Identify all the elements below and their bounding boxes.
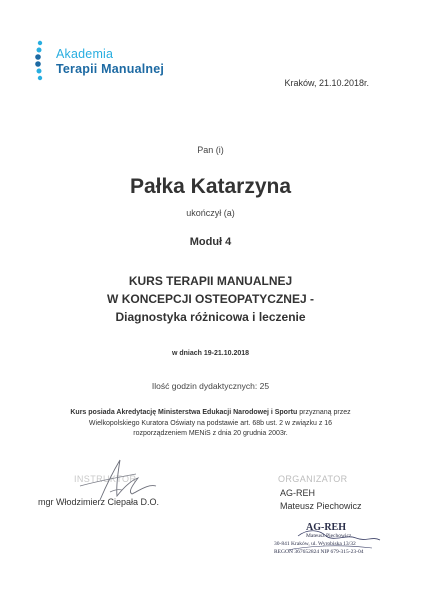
organizer-person: Mateusz Piechowicz [280,501,362,511]
place-and-date: Kraków, 21.10.2018r. [284,78,369,88]
stamp-person: Mateusz Piechowicz [306,533,352,539]
accreditation-note [0,408,421,440]
logo-dots-icon [34,38,50,82]
course-title-line2: W KONCEPCJI OSTEOPATYCZNEJ - [107,292,314,306]
course-title-line3: Diagnostyka różnicowa i leczenie [115,310,306,324]
instructor-name: mgr Włodzimierz Ciepała D.O. [38,497,160,507]
course-title [0,272,421,326]
accreditation-bold: Kurs posiada Akredytację Ministerstwa Edukacji Narodowej i Sportu [70,409,298,416]
logo-name-line2: Terapii Manualnej [56,62,165,76]
organizer-stamp [268,522,408,572]
stamp-address: 30-841 Kraków, ul. Wyrobiska 13/32 [274,541,356,547]
teaching-hours: Ilość godzin dydaktycznych: 25 [151,381,270,391]
logo-name-line1: Akademia [56,47,114,61]
instructor-signature-block [30,456,200,536]
accreditation-line2: Wielkopolskiego Kuratora Oświaty na podstawie art. 68b ust. 2 w związku z 16 [88,419,333,427]
course-title-line1: KURS TERAPII MANUALNEJ [128,274,293,288]
organizer-label: ORGANIZATOR [278,474,348,484]
stamp-registry: REGON 367652824 NIP 679-315-23-04 [274,549,364,555]
instructor-label: INSTRUKTOR [74,474,137,484]
stamp-title: AG-REH [306,522,346,533]
salutation: Pan (i) [197,145,224,155]
organizer-signature-block [268,470,408,580]
module-title: Moduł 4 [189,236,232,248]
accreditation-line3: rozporządzeniem MENiS z dnia 20 grudnia 2003r. [133,430,288,437]
organizer-name: AG-REH [280,488,316,498]
course-dates: w dniach 19-21.10.2018 [171,350,250,357]
completed-label: ukończył (a) [186,208,235,218]
recipient-name: Pałka Katarzyna [129,175,292,198]
academy-logo [34,38,234,82]
accreditation-rest: przyznaną przez [297,409,351,416]
